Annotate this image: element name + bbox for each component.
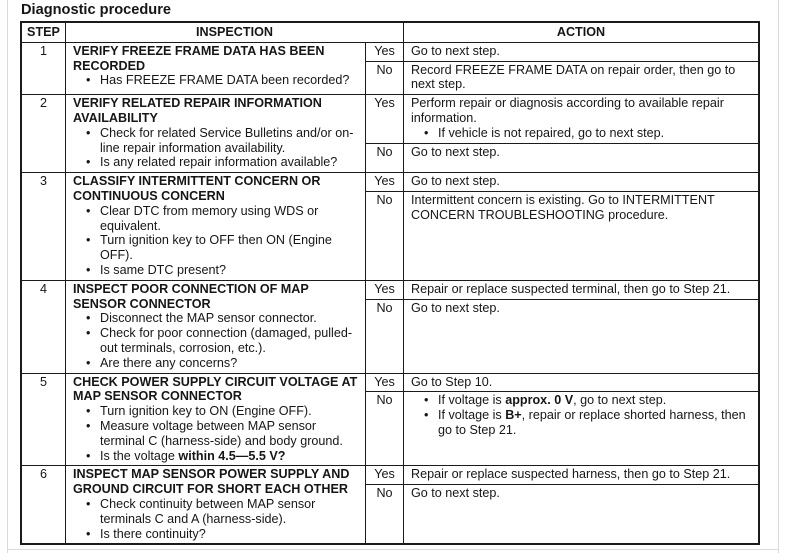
inspection-bullet-list (84, 404, 361, 463)
action-text: Repair or replace suspected terminal, then go to Step 21. (411, 281, 731, 296)
table-row-step-6 (22, 465, 758, 543)
column-header-action: ACTION (556, 25, 606, 39)
inspection-title: VERIFY RELATED REPAIR INFORMATION AVAILABILITY (73, 96, 322, 125)
action-cell (404, 281, 758, 299)
inspection-bullet: • Is there continuity? (84, 527, 361, 542)
branch-yes (366, 43, 758, 61)
action-cell (404, 173, 758, 191)
action-text: Repair or replace suspected harness, then go to Step 21. (411, 467, 731, 482)
step-cell: 5 (22, 374, 66, 466)
table-row-step-5 (22, 373, 758, 466)
yes-label: Yes (366, 281, 404, 299)
action-text: Go to next step. (411, 300, 500, 315)
table-row-step-2 (22, 94, 758, 172)
action-cell (404, 374, 758, 392)
yes-label: Yes (366, 173, 404, 191)
yes-label: Yes (366, 43, 404, 61)
branch-yes (366, 281, 758, 299)
branch-no (366, 61, 758, 95)
inspection-title: CLASSIFY INTERMITTENT CONCERN OR CONTINUOUS CONCERN (73, 174, 321, 203)
branch-yes (366, 95, 758, 142)
column-header-step: STEP (22, 23, 66, 42)
table-row-step-4 (22, 280, 758, 373)
page-edge-right (778, 0, 779, 553)
branch-rows (366, 43, 758, 94)
diagnostic-procedure-table (20, 21, 760, 545)
column-header-inspection: INSPECTION (66, 23, 404, 42)
action-cell (404, 43, 758, 61)
step-cell: 3 (22, 173, 66, 280)
page-edge-bottom (7, 549, 779, 550)
action-cell (404, 466, 758, 484)
step-cell: 1 (22, 43, 66, 94)
action-bullet-list (422, 393, 753, 437)
branch-no (366, 299, 758, 373)
inspection-title: INSPECT MAP SENSOR POWER SUPPLY AND GROUND CIRCUIT FOR SHORT EACH OTHER (73, 467, 350, 497)
inspection-title: INSPECT POOR CONNECTION OF MAP SENSOR CONNECTOR (73, 281, 309, 311)
inspection-bullet: • Is same DTC present? (84, 263, 361, 278)
inspection-cell (66, 173, 366, 280)
branch-rows (366, 173, 758, 280)
no-label: No (366, 300, 404, 373)
no-label: No (366, 62, 404, 95)
yes-label: Yes (366, 374, 404, 392)
branch-no (366, 143, 758, 173)
table-row-step-3 (22, 172, 758, 280)
step-cell: 6 (22, 466, 66, 543)
inspection-bullet-list (84, 497, 361, 541)
branch-rows (366, 374, 758, 466)
yes-label: Yes (366, 466, 404, 484)
action-cell (404, 392, 758, 465)
action-cell (404, 62, 758, 95)
inspection-bullet: • Clear DTC from memory using WDS or equivalent. (84, 204, 361, 234)
inspection-bullet: • Turn ignition key to OFF then ON (Engine OFF). (84, 233, 361, 263)
inspection-bullet: • Check continuity between MAP sensor terminals C and A (harness-side). (84, 497, 361, 527)
branch-no (366, 484, 758, 543)
inspection-bullet: • Disconnect the MAP sensor connector. (84, 311, 361, 326)
action-text: Intermittent concern is existing. Go to INTERMITTENT CONCERN TROUBLESHOOTING procedure. (411, 192, 715, 222)
inspection-bullet: • Has FREEZE FRAME DATA been recorded? (84, 73, 361, 88)
table-row-step-1 (22, 42, 758, 94)
inspection-title: VERIFY FREEZE FRAME DATA HAS BEEN RECORDED (73, 43, 325, 73)
action-cell (404, 144, 758, 173)
inspection-cell (66, 374, 366, 466)
branch-yes (366, 466, 758, 484)
action-cell (404, 192, 758, 280)
action-text: Go to next step. (411, 486, 500, 501)
inspection-bullet-list (84, 73, 361, 88)
inspection-cell (66, 281, 366, 373)
no-label: No (366, 192, 404, 280)
inspection-bullet: • Measure voltage between MAP sensor terminal C (harness-side) and body ground. (84, 419, 361, 449)
document-title: Diagnostic procedure (21, 2, 172, 18)
action-text: Perform repair or diagnosis according to available repair information. (411, 96, 724, 125)
action-text: Record FREEZE FRAME DATA on repair order, then go to next step. (411, 62, 736, 92)
action-text: Go to next step. (411, 43, 500, 58)
branch-no (366, 391, 758, 465)
inspection-bullet: • Turn ignition key to ON (Engine OFF). (84, 404, 361, 419)
no-label: No (366, 392, 404, 465)
branch-rows (366, 95, 758, 172)
action-text: Go to Step 10. (411, 374, 493, 389)
inspection-bullet-list (84, 126, 361, 170)
action-bullet: • If vehicle is not repaired, go to next step. (422, 126, 753, 141)
action-cell (404, 485, 758, 543)
inspection-bullet: • Is any related repair information available? (84, 155, 361, 170)
action-bullet: • If voltage is approx. 0 V, go to next step. (422, 393, 753, 408)
branch-yes (366, 173, 758, 191)
inspection-cell (66, 95, 366, 172)
inspection-bullet: • Is the voltage within 4.5—5.5 V? (84, 449, 361, 464)
no-label: No (366, 144, 404, 173)
step-cell: 2 (22, 95, 66, 172)
table-header-row (22, 23, 758, 42)
inspection-bullet: • Check for poor connection (damaged, pulled-out terminals, corrosion, etc.). (84, 326, 361, 356)
inspection-bullet: • Check for related Service Bulletins and/or on-line repair information availability. (84, 126, 361, 156)
page-edge-left (7, 0, 8, 553)
inspection-title: CHECK POWER SUPPLY CIRCUIT VOLTAGE AT MAP SENSOR CONNECTOR (73, 374, 358, 404)
inspection-bullet: • Are there any concerns? (84, 356, 361, 371)
action-bullet-list (422, 126, 753, 141)
inspection-bullet-list (84, 204, 361, 278)
action-cell (404, 300, 758, 373)
inspection-cell (66, 466, 366, 543)
inspection-bullet-list (84, 311, 361, 370)
action-cell (404, 95, 758, 142)
branch-rows (366, 466, 758, 543)
yes-label: Yes (366, 95, 404, 142)
no-label: No (366, 485, 404, 543)
branch-rows (366, 281, 758, 373)
step-cell: 4 (22, 281, 66, 373)
action-bullet: • If voltage is B+, repair or replace shorted harness, then go to Step 21. (422, 408, 753, 438)
action-text: Go to next step. (411, 174, 500, 189)
branch-no (366, 191, 758, 280)
branch-yes (366, 374, 758, 392)
action-text: Go to next step. (411, 144, 500, 159)
inspection-cell (66, 43, 366, 94)
